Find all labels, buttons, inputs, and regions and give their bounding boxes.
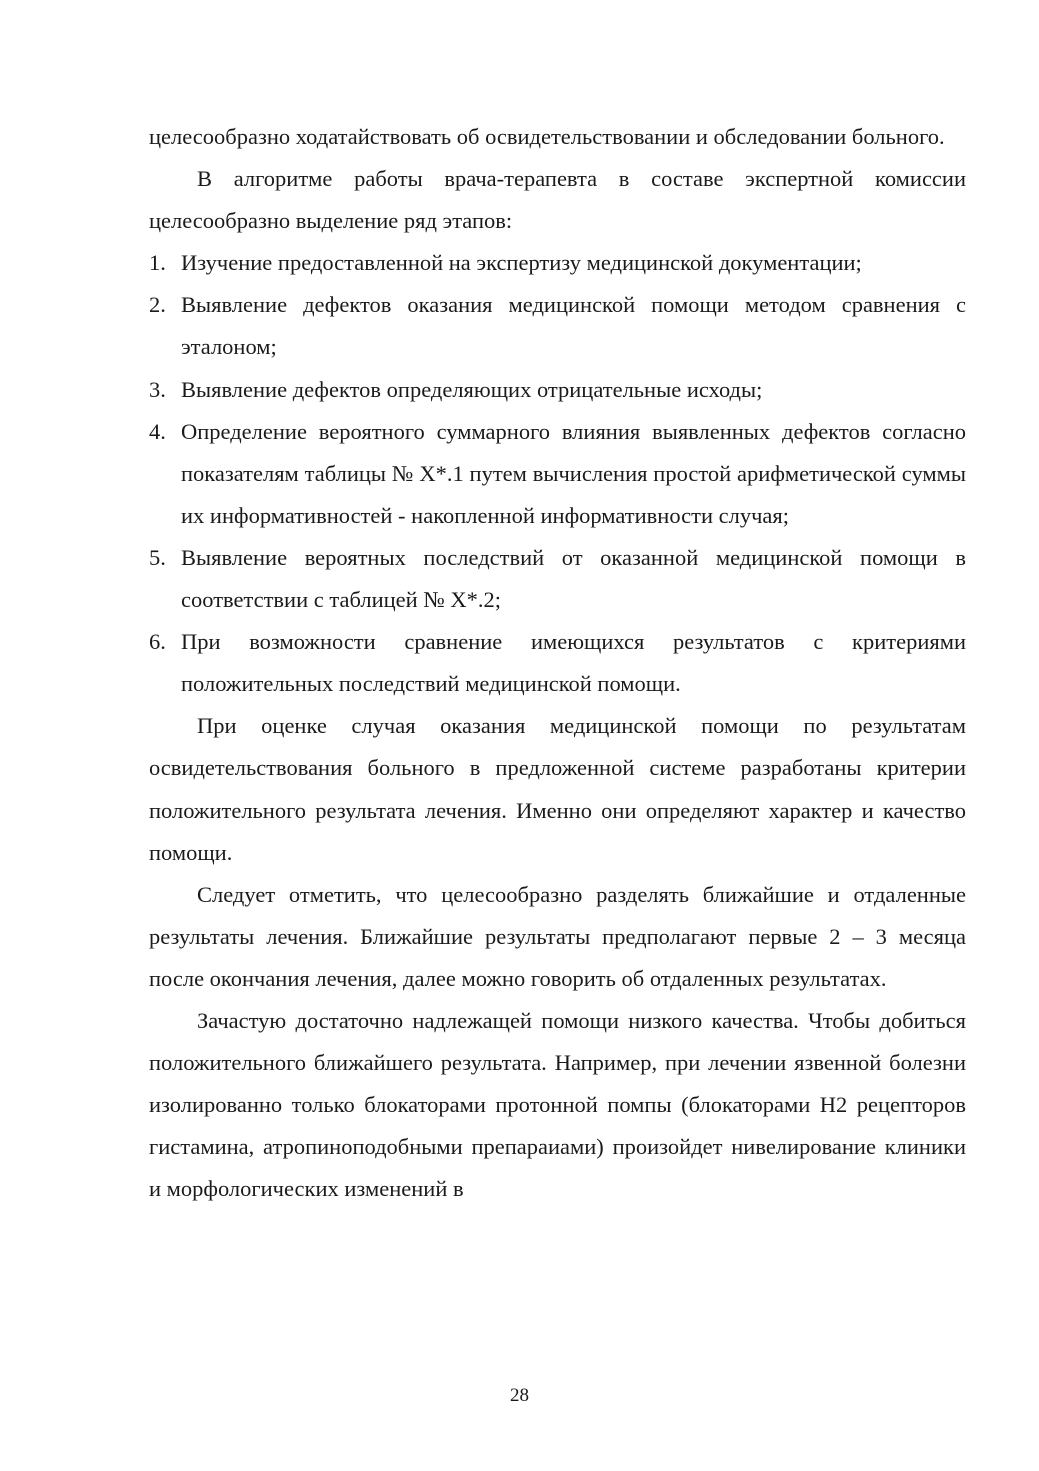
list-item-text: Выявление дефектов определяющих отрицательные исходы; bbox=[181, 376, 763, 402]
paragraph-example: Зачастую достаточно надлежащей помощи низкого качества. Чтобы добиться положительного ближайшего результата. Например, при лечении язвенной болезни изолированно только блокаторами протонной помпы (блокаторами Н2 рецепторов гистамина, атропиноподобными препараиами) произойдет нивелирование клиники и морфологических изменений в bbox=[149, 1007, 966, 1202]
list-item bbox=[149, 621, 966, 705]
list-item-number: 2. bbox=[149, 292, 166, 318]
paragraph-continuation: целесообразно ходатайствовать об освидетельствовании и обследовании больного. bbox=[149, 124, 945, 149]
list-item bbox=[149, 284, 966, 368]
stages-list bbox=[149, 242, 966, 705]
paragraph-results-split: Следует отметить, что целесообразно разделять ближайшие и отдаленные результаты лечения. Ближайшие результаты предполагают первые 2 – 3 месяца после окончания лечения, далее можно говорить об отдаленных результатах. bbox=[149, 881, 966, 991]
list-item bbox=[149, 411, 966, 537]
list-item-number: 3. bbox=[149, 376, 166, 402]
list-item-number: 6. bbox=[149, 629, 166, 655]
list-item-number: 1. bbox=[149, 250, 166, 276]
list-item bbox=[149, 537, 966, 621]
paragraph-algorithm-intro: В алгоритме работы врача-терапевта в составе экспертной комиссии целесообразно выделение ряд этапов: bbox=[149, 166, 966, 234]
list-item-text: Выявление вероятных последствий от оказанной медицинской помощи в соответствии с таблицей № Х*.2; bbox=[181, 544, 966, 613]
list-item-text: Определение вероятного суммарного влияния выявленных дефектов согласно показателям таблицы № Х*.1 путем вычисления простой арифметической суммы их информативностей - накопленной информативности случая; bbox=[181, 418, 966, 528]
list-item-text: При возможности сравнение имеющихся результатов с критериями положительных последствий медицинской помощи. bbox=[181, 629, 966, 697]
list-item bbox=[149, 242, 966, 284]
list-item-text: Изучение предоставленной на экспертизу медицинской документации; bbox=[181, 250, 862, 276]
list-item-text: Выявление дефектов оказания медицинской помощи методом сравнения с эталоном; bbox=[181, 292, 966, 360]
list-item-number: 5. bbox=[149, 544, 166, 570]
page-number: 28 bbox=[510, 1385, 529, 1406]
page-body bbox=[149, 116, 966, 1210]
list-item-number: 4. bbox=[149, 418, 166, 444]
paragraph-evaluation: При оценке случая оказания медицинской помощи по результатам освидетельствования больного в предложенной системе разработаны критерии положительного результата лечения. Именно они определяют характер и качество помощи. bbox=[149, 713, 966, 865]
list-item bbox=[149, 369, 966, 411]
